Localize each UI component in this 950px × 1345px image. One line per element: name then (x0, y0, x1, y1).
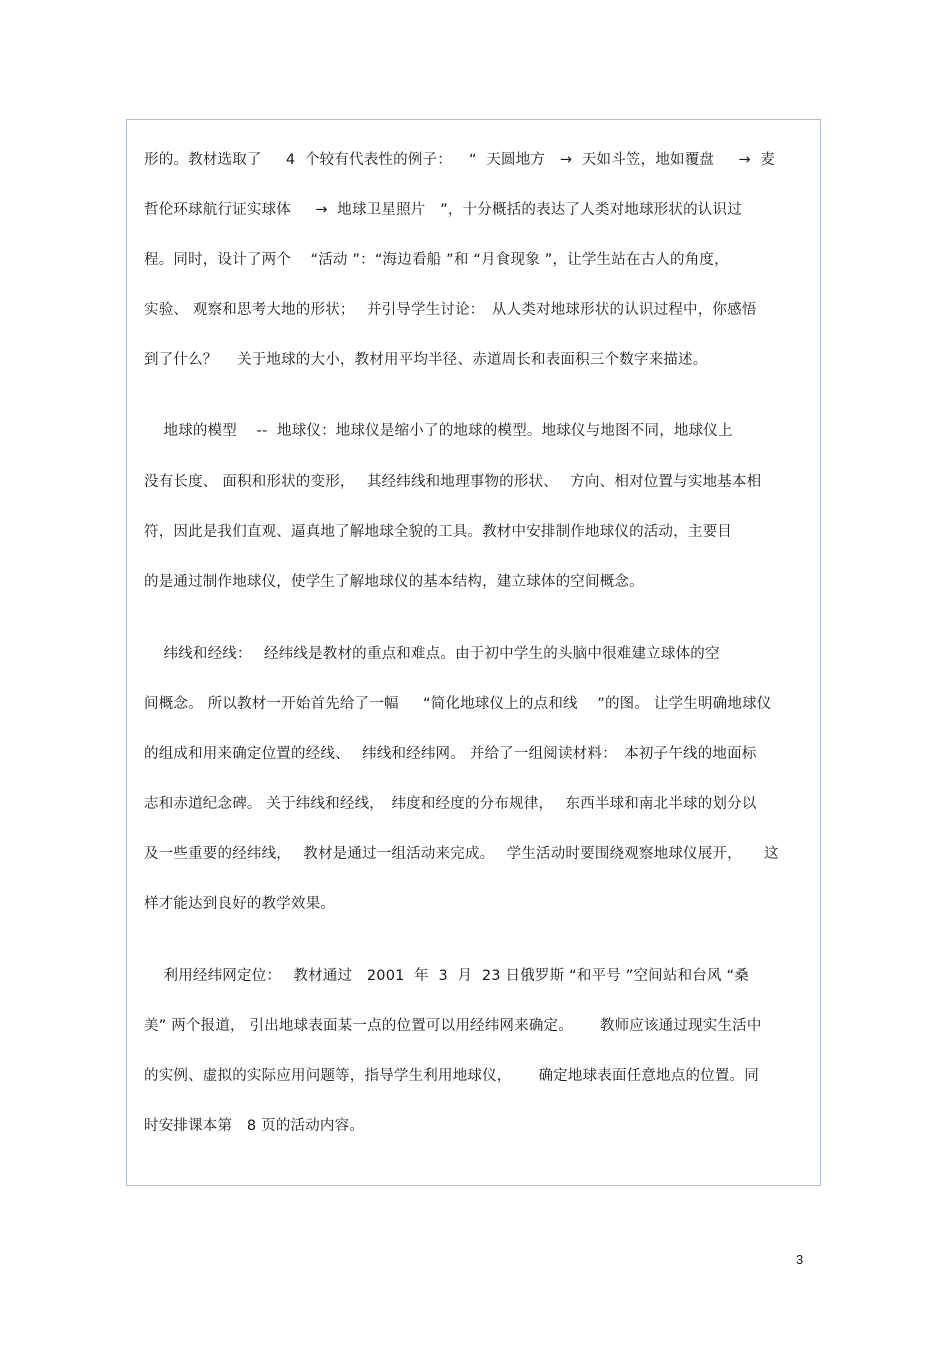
paragraph-line: 的是通过制作地球仪，使学生了解地球仪的基本结构，建立球体的空间概念。 (144, 574, 644, 590)
paragraph-line: 间概念。 所以教材一开始首先给了一幅 “简化地球仪上的点和线 ”的图。 让学生明确地球仪 (144, 696, 772, 712)
paragraph-line: 及一些重要的经纬线， 教材是通过一组活动来完成。 学生活动时要围绕观察地球仪展开， 这 (144, 846, 779, 862)
paragraph-line: 符，因此是我们直观、逼真地了解地球全貌的工具。教材中安排制作地球仪的活动，主要目 (144, 524, 732, 540)
paragraph-line: 样才能达到良好的教学效果。 (144, 896, 336, 912)
paragraph-line: 哲伦环球航行证实球体 → 地球卫星照片 ”，十分概括的表达了人类对地球形状的认识过 (144, 202, 742, 218)
paragraph-line: 地球的模型 -- 地球仪：地球仪是缩小了的地球的模型。地球仪与地图不同，地球仪上 (144, 423, 733, 439)
paragraph-line: 到了什么？ 关于地球的大小，教材用平均半径、赤道周长和表面积三个数字来描述。 (144, 352, 708, 368)
paragraph-line: 利用经纬网定位： 教材通过 2001 年 3 月 23 日俄罗斯 “和平号 ”空间站和台风 “桑 (144, 968, 749, 984)
paragraph-line: 纬线和经线： 经纬线是教材的重点和难点。由于初中学生的头脑中很难建立球体的空 (144, 646, 720, 662)
paragraph-line: 美” 两个报道， 引出地球表面某一点的位置可以用经纬网来确定。 教师应该通过现实生活中 (144, 1018, 762, 1034)
paragraph-line: 的实例、虚拟的实际应用问题等，指导学生利用地球仪， 确定地球表面任意地点的位置。同 (144, 1068, 759, 1084)
paragraph-line: 程。同时，设计了两个 “活动 ”：“海边看船 ”和 “月食现象 ”，让学生站在古人的角度， (144, 252, 729, 268)
paragraph-line: 志和赤道纪念碑。 关于纬线和经线， 纬度和经度的分布规律， 东西半球和南北半球的划分以 (144, 796, 757, 812)
paragraph-line: 的组成和用来确定位置的经线、 纬线和经纬网。 并给了一组阅读材料： 本初子午线的地面标 (144, 746, 757, 762)
paragraph-line: 时安排课本第 8 页的活动内容。 (144, 1118, 365, 1134)
paragraph-line: 形的。教材选取了 4 个较有代表性的例子： “ 天圆地方 → 天如斗笠，地如覆盘 → 麦 (144, 152, 776, 168)
paragraph-line: 没有长度、 面积和形状的变形， 其经纬线和地理事物的形状、 方向、相对位置与实地基本相 (144, 474, 762, 490)
paragraph-line: 实验、 观察和思考大地的形状； 并引导学生讨论： 从人类对地球形状的认识过程中，你感悟 (144, 302, 757, 318)
page-number: 3 (796, 1252, 804, 1267)
